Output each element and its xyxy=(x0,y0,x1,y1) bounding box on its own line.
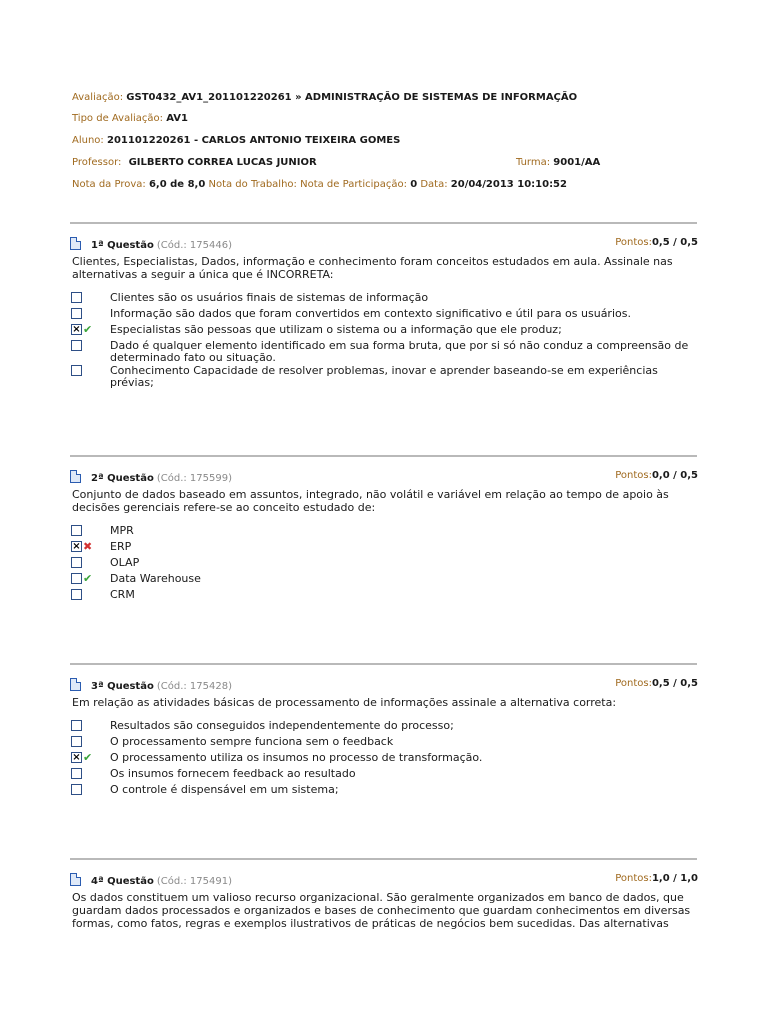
option-text: Dado é qualquer elemento identificado em sua forma bruta, que por si só não conduz a compreensão de determinado fato ou situação. xyxy=(110,339,689,364)
question-points: Pontos:0,5 / 0,5 xyxy=(615,678,698,689)
question-stem: Clientes, Especialistas, Dados, informação e conhecimento foram conceitos estudados em aula. Assinale nas alternativas a seguir a única que é INCORRETA: xyxy=(72,255,673,281)
wrong-x-icon: ✖ xyxy=(83,540,93,553)
answer-option[interactable] xyxy=(70,323,700,339)
question-4 xyxy=(70,873,700,940)
option-text: MPR xyxy=(110,524,134,537)
aluno-label: Aluno: xyxy=(72,135,104,146)
checkbox[interactable] xyxy=(71,525,82,536)
nota-prova-label: Nota da Prova: xyxy=(72,179,146,190)
option-text: Informação são dados que foram convertidos em contexto significativo e útil para os usuários. xyxy=(110,307,631,320)
question-points: Pontos:1,0 / 1,0 xyxy=(615,873,698,884)
option-text: CRM xyxy=(110,588,135,601)
answer-option[interactable] xyxy=(70,751,700,767)
answer-option[interactable] xyxy=(70,719,700,735)
correct-check-icon: ✔ xyxy=(83,323,93,336)
header-turma xyxy=(516,157,600,168)
header-aluno xyxy=(72,135,400,146)
question-stem: Os dados constituem um valioso recurso organizacional. São geralmente organizados em banco de dados, que guardam dados processados e organizados e bases de conhecimento que guardam conhecimentos em diversas formas, como fatos, regras e exemplos ilustrativos de práticas de negócios bem sucedidas. Das alternativas xyxy=(72,891,691,930)
header-tipo xyxy=(72,113,188,124)
nota-trabalho-label: Nota do Trabalho: xyxy=(208,179,297,190)
checkbox[interactable] xyxy=(71,557,82,568)
checkbox[interactable] xyxy=(71,589,82,600)
divider xyxy=(70,455,697,457)
answer-option[interactable] xyxy=(70,767,700,783)
header-notas xyxy=(72,179,567,190)
avaliacao-value: GST0432_AV1_201101220261 » ADMINISTRAÇÃO DE SISTEMAS DE INFORMAÇÃO xyxy=(126,92,578,103)
divider xyxy=(70,858,697,860)
header-avaliacao xyxy=(72,92,577,103)
option-text: Conhecimento Capacidade de resolver problemas, inovar e aprender baseando-se em experiências prévias; xyxy=(110,364,658,389)
answer-option[interactable] xyxy=(70,339,700,364)
answer-option[interactable] xyxy=(70,783,700,799)
professor-label: Professor: xyxy=(72,157,122,168)
correct-check-icon: ✔ xyxy=(83,751,93,764)
option-text: O processamento utiliza os insumos no processo de transformação. xyxy=(110,751,483,764)
document-icon xyxy=(70,873,81,886)
document-icon xyxy=(70,237,81,250)
question-code: (Cód.: 175491) xyxy=(156,876,232,887)
options-list xyxy=(70,524,700,604)
checkbox[interactable] xyxy=(71,784,82,795)
nota-participacao-label: Nota de Participação: xyxy=(300,179,407,190)
question-title: 4ª Questão (Cód.: 175491) xyxy=(91,876,232,887)
checkbox[interactable] xyxy=(71,736,82,747)
question-stem: Conjunto de dados baseado em assuntos, integrado, não volátil e variável em relação ao tempo de apoio às decisões gerenciais refere-se ao conceito estudado de: xyxy=(72,488,669,514)
nota-prova-value: 6,0 de 8,0 xyxy=(148,179,206,190)
answer-option[interactable] xyxy=(70,364,700,389)
answer-option[interactable] xyxy=(70,540,700,556)
option-text: O controle é dispensável em um sistema; xyxy=(110,783,339,796)
turma-value: 9001/AA xyxy=(553,157,601,168)
divider xyxy=(70,663,697,665)
question-points: Pontos:0,0 / 0,5 xyxy=(615,470,698,481)
option-text: Data Warehouse xyxy=(110,572,201,585)
option-text: Clientes são os usuários finais de sistemas de informação xyxy=(110,291,429,304)
answer-option[interactable] xyxy=(70,572,700,588)
data-label: Data: xyxy=(420,179,448,190)
checkbox-checked[interactable]: × xyxy=(72,752,81,763)
checkbox[interactable] xyxy=(71,573,82,584)
question-title: 2ª Questão (Cód.: 175599) xyxy=(91,473,232,484)
answer-option[interactable] xyxy=(70,291,700,307)
answer-option[interactable] xyxy=(70,588,700,604)
question-title: 1ª Questão (Cód.: 175446) xyxy=(91,240,232,251)
checkbox[interactable] xyxy=(71,292,82,303)
checkbox[interactable] xyxy=(71,340,82,351)
answer-option[interactable] xyxy=(70,735,700,751)
options-list xyxy=(70,719,700,799)
question-title: 3ª Questão (Cód.: 175428) xyxy=(91,681,232,692)
checkbox[interactable] xyxy=(71,365,82,376)
checkbox[interactable] xyxy=(71,308,82,319)
answer-option[interactable] xyxy=(70,524,700,540)
divider xyxy=(70,222,697,224)
nota-participacao-value: 0 xyxy=(410,179,418,190)
aluno-value: 201101220261 - CARLOS ANTONIO TEIXEIRA GOMES xyxy=(106,135,401,146)
question-points: Pontos:0,5 / 0,5 xyxy=(615,237,698,248)
question-stem: Em relação as atividades básicas de processamento de informações assinale a alternativa correta: xyxy=(72,696,617,709)
option-text: O processamento sempre funciona sem o feedback xyxy=(110,735,394,748)
tipo-label: Tipo de Avaliação: xyxy=(72,113,164,124)
correct-check-icon: ✔ xyxy=(83,572,93,585)
question-code: (Cód.: 175599) xyxy=(156,473,232,484)
checkbox-checked[interactable]: × xyxy=(72,541,81,552)
option-text: Resultados são conseguidos independentemente do processo; xyxy=(110,719,454,732)
option-text: Os insumos fornecem feedback ao resultado xyxy=(110,767,356,780)
option-text: Especialistas são pessoas que utilizam o sistema ou a informação que ele produz; xyxy=(110,323,562,336)
avaliacao-label: Avaliação: xyxy=(72,92,124,103)
question-3 xyxy=(70,678,700,799)
tipo-value: AV1 xyxy=(166,113,188,124)
checkbox[interactable] xyxy=(71,720,82,731)
question-code: (Cód.: 175428) xyxy=(156,681,232,692)
question-1 xyxy=(70,237,700,389)
data-value: 20/04/2013 10:10:52 xyxy=(450,179,567,190)
professor-value: GILBERTO CORREA LUCAS JUNIOR xyxy=(128,157,317,168)
header-professor xyxy=(72,157,317,168)
checkbox-checked[interactable]: × xyxy=(72,324,81,335)
option-text: ERP xyxy=(110,540,132,553)
answer-option[interactable] xyxy=(70,307,700,323)
question-code: (Cód.: 175446) xyxy=(156,240,232,251)
answer-option[interactable] xyxy=(70,556,700,572)
question-2 xyxy=(70,470,700,604)
options-list xyxy=(70,291,700,389)
document-icon xyxy=(70,470,81,483)
option-text: OLAP xyxy=(110,556,140,569)
checkbox[interactable] xyxy=(71,768,82,779)
document-icon xyxy=(70,678,81,691)
turma-label: Turma: xyxy=(516,157,551,168)
